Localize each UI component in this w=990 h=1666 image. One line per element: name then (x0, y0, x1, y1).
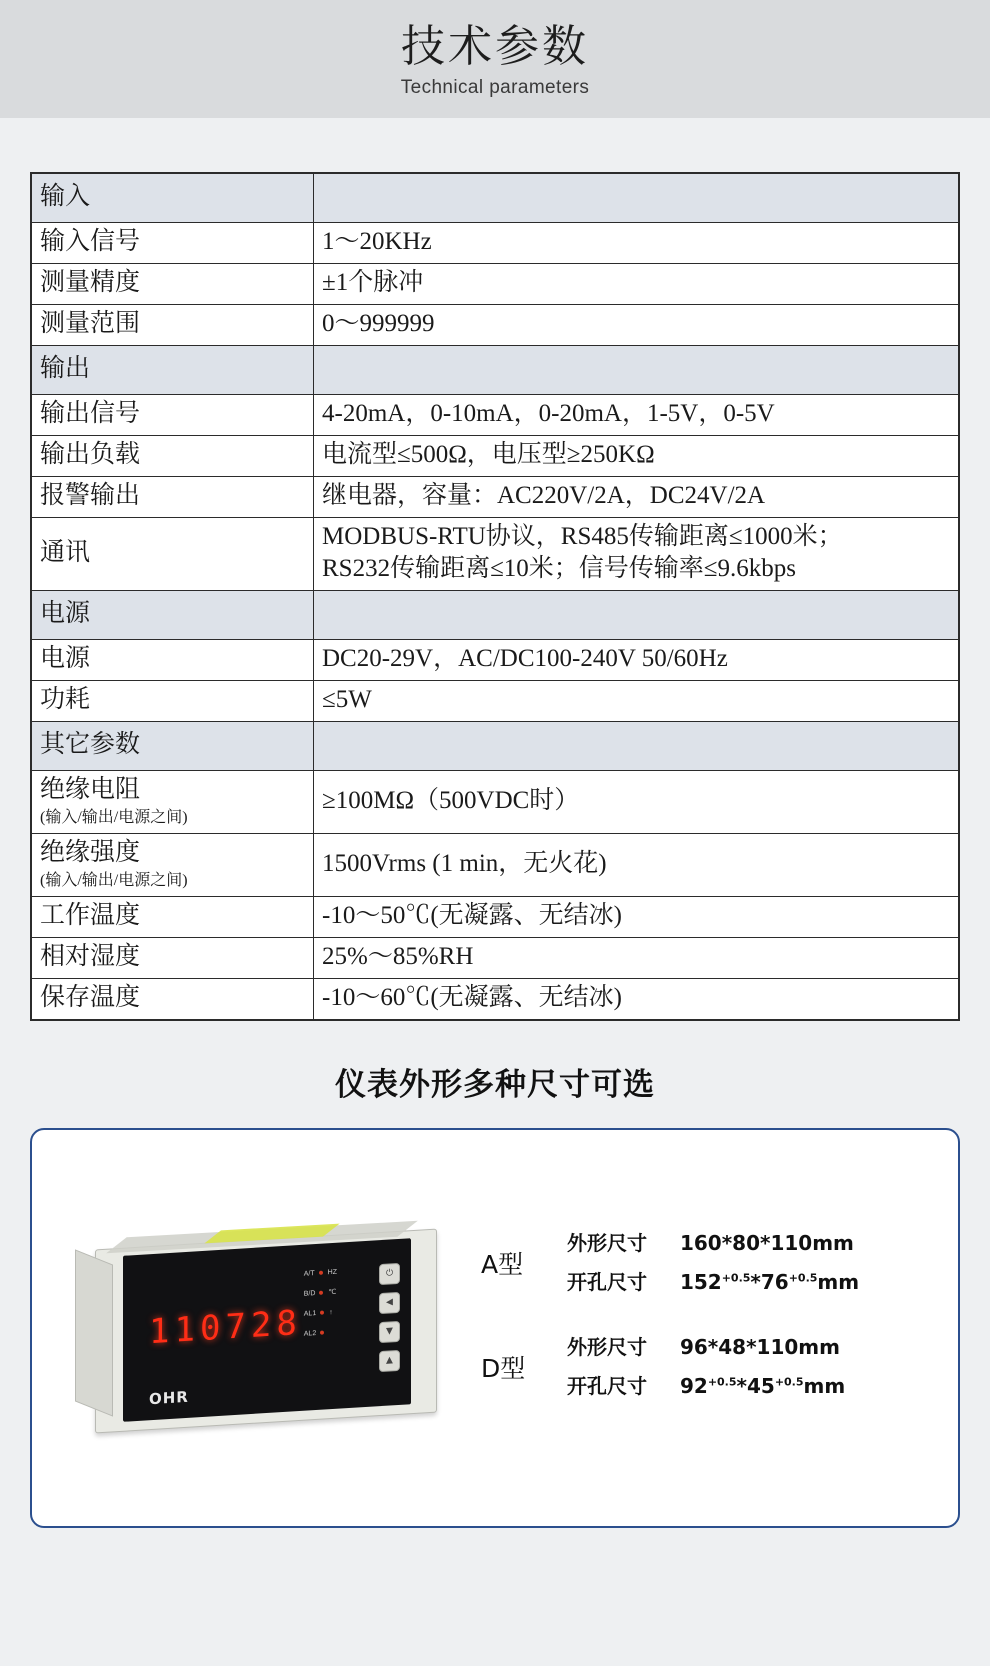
table-row (32, 834, 959, 897)
table-row (32, 223, 959, 264)
cutout-tolerance-a: +0.5 (721, 1271, 751, 1285)
spec-label-text: 绝缘强度 (40, 839, 141, 866)
spec-label: 工作温度 (32, 897, 314, 938)
spec-value: ≤5W (314, 681, 959, 722)
cutout-tolerance-b: +0.5 (788, 1271, 818, 1285)
cutout-size-label: 开孔尺寸 (567, 1270, 647, 1294)
down-arrow-button-icon[interactable]: ▼ (379, 1321, 400, 1343)
spec-value: -10～50℃(无凝露、无结冰) (314, 897, 959, 938)
spec-label: 保存温度 (32, 979, 314, 1020)
outline-size-label: 外形尺寸 (567, 1231, 647, 1255)
spec-label: 输入信号 (32, 223, 314, 264)
table-row (32, 938, 959, 979)
spec-label-text: 绝缘电阻 (40, 776, 141, 803)
spec-table-container (30, 172, 960, 1021)
size-type-label: A型 (481, 1250, 524, 1279)
led-label-left: AL1 (303, 1309, 317, 1318)
spec-value: 1500Vrms (1 min，无火花) (314, 834, 959, 897)
spec-label (32, 834, 314, 897)
outline-size-value: 160*80*110mm (679, 1231, 854, 1255)
cutout-value-b: *76 (750, 1270, 789, 1294)
spec-value: 1～20KHz (314, 223, 959, 264)
cutout-tolerance-a: +0.5 (707, 1375, 737, 1389)
spec-label-note: (输入/输出/电源之间) (40, 872, 188, 889)
size-block-a (481, 1224, 958, 1302)
spec-value: 电流型≤500Ω，电压型≥250KΩ (314, 436, 959, 477)
spec-label: 功耗 (32, 681, 314, 722)
page-subtitle: Technical parameters (400, 77, 590, 99)
led-label-left: B/D (303, 1290, 316, 1298)
spec-value: 继电器，容量：AC220V/2A，DC24V/2A (314, 477, 959, 518)
table-row (32, 346, 959, 395)
spec-label: 输入 (32, 174, 314, 223)
spec-label: 测量精度 (32, 264, 314, 305)
device-brand-logo: OHR (149, 1387, 189, 1409)
led-dot-icon (320, 1331, 324, 1335)
cutout-size-row (567, 1263, 859, 1302)
led-row-at (304, 1263, 337, 1285)
cutout-size-label: 开孔尺寸 (567, 1374, 647, 1398)
cutout-value-a: 92 (679, 1374, 708, 1398)
spec-value-line: RS232传输距离≤10米；信号传输率≤9.6kbps (322, 555, 797, 582)
spec-value: -10～60℃(无凝露、无结冰) (314, 979, 959, 1020)
device-button-column (379, 1263, 401, 1380)
table-row (32, 305, 959, 346)
spec-value-line: MODBUS-RTU协议，RS485传输距离≤1000米； (322, 523, 843, 550)
spec-label: 输出信号 (32, 395, 314, 436)
spec-value: 0～999999 (314, 305, 959, 346)
cutout-unit: mm (803, 1374, 846, 1398)
spec-value (314, 174, 959, 223)
led-row-bd (304, 1283, 337, 1305)
spec-label: 其它参数 (32, 722, 314, 771)
table-row (32, 477, 959, 518)
table-row (32, 979, 959, 1020)
size-block-d (481, 1328, 958, 1406)
led-dot-icon (320, 1311, 324, 1315)
spec-value (314, 518, 959, 591)
device-led-indicators (304, 1263, 337, 1345)
spec-label: 报警输出 (32, 477, 314, 518)
led-label-right: HZ (327, 1268, 337, 1277)
device-illustration (67, 1213, 447, 1443)
cutout-value-b: *45 (736, 1374, 775, 1398)
spec-label: 通讯 (32, 518, 314, 591)
spec-label: 输出 (32, 346, 314, 395)
led-label-right: ℃ (328, 1288, 337, 1297)
spec-table (31, 173, 959, 1020)
spec-label: 输出负载 (32, 436, 314, 477)
table-row (32, 681, 959, 722)
outline-size-value: 96*48*110mm (679, 1335, 840, 1359)
page-header (0, 0, 990, 118)
spec-table-body (32, 174, 959, 1020)
cutout-tolerance-b: +0.5 (774, 1375, 804, 1389)
table-row (32, 591, 959, 640)
led-label-right: ↑ (329, 1308, 333, 1317)
up-arrow-button-icon[interactable]: ▲ (379, 1350, 400, 1372)
table-row (32, 640, 959, 681)
led-row-al2 (304, 1323, 337, 1345)
table-row (32, 174, 959, 223)
table-row (32, 771, 959, 834)
product-size-panel (30, 1128, 960, 1528)
table-row (32, 436, 959, 477)
spec-label: 测量范围 (32, 305, 314, 346)
size-lines (567, 1224, 859, 1302)
cutout-size-row (567, 1367, 845, 1406)
table-row (32, 722, 959, 771)
device-display-value: 110728 (149, 1302, 302, 1353)
spec-value: 4-20mA，0-10mA，0-20mA，1-5V，0-5V (314, 395, 959, 436)
table-row (32, 518, 959, 591)
led-label-left: AL2 (303, 1329, 317, 1338)
spec-value: 25%～85%RH (314, 938, 959, 979)
size-spec-list (481, 1224, 958, 1432)
left-arrow-button-icon[interactable]: ◀ (379, 1292, 400, 1314)
table-row (32, 395, 959, 436)
spec-label: 电源 (32, 591, 314, 640)
section-heading-sizes: 仪表外形多种尺寸可选 (335, 1067, 655, 1103)
spec-label-note: (输入/输出/电源之间) (40, 809, 188, 826)
spec-value (314, 346, 959, 395)
led-dot-icon (319, 1271, 323, 1275)
size-lines (567, 1328, 845, 1406)
cutout-unit: mm (817, 1270, 860, 1294)
spec-value (314, 591, 959, 640)
spec-value: ≥100MΩ（500VDC时） (314, 771, 959, 834)
led-dot-icon (319, 1291, 323, 1295)
table-row (32, 897, 959, 938)
spec-label: 相对湿度 (32, 938, 314, 979)
table-row (32, 264, 959, 305)
spec-value: ±1个脉冲 (314, 264, 959, 305)
spec-label (32, 771, 314, 834)
device-side-panel (75, 1249, 113, 1416)
spec-value: DC20-29V，AC/DC100-240V 50/60Hz (314, 640, 959, 681)
led-label-left: A/T (303, 1270, 315, 1278)
outline-size-row (567, 1328, 845, 1367)
outline-size-label: 外形尺寸 (567, 1335, 647, 1359)
size-type-label: D型 (481, 1354, 526, 1383)
spec-label: 电源 (32, 640, 314, 681)
cutout-value-a: 152 (679, 1270, 722, 1294)
page-title: 技术参数 (401, 20, 589, 72)
device-front-face (123, 1238, 411, 1422)
led-row-al1 (304, 1303, 337, 1325)
power-button-icon[interactable]: ⏻ (379, 1263, 400, 1285)
spec-value (314, 722, 959, 771)
outline-size-row (567, 1224, 859, 1263)
